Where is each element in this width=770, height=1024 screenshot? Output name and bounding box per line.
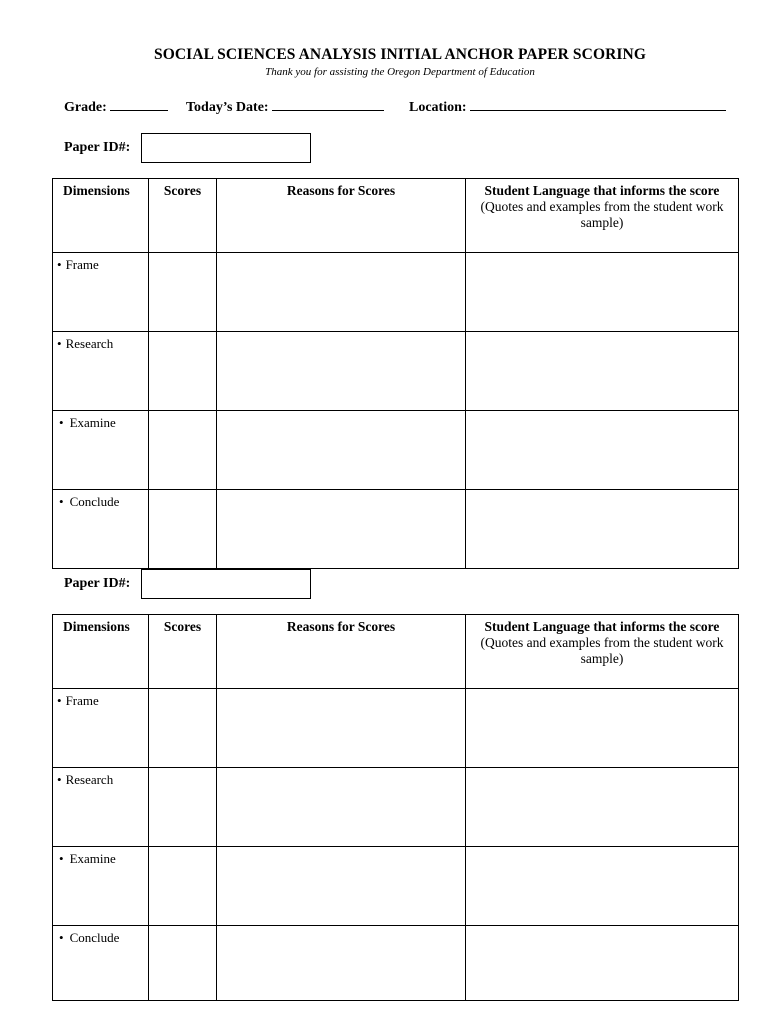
- reasons-cell[interactable]: [217, 332, 466, 411]
- dimension-cell: [53, 768, 149, 847]
- grade-input[interactable]: [110, 96, 168, 111]
- score-cell[interactable]: [149, 689, 217, 768]
- page-subtitle: Thank you for assisting the Oregon Department of Education: [265, 66, 535, 78]
- score-cell[interactable]: [149, 253, 217, 332]
- date-label: Today’s Date:: [186, 100, 269, 115]
- dimension-label: Conclude: [69, 494, 120, 509]
- reasons-cell[interactable]: [217, 847, 466, 926]
- column-header-reasons: Reasons for Scores: [217, 179, 466, 253]
- column-header-dimensions: Dimensions: [53, 179, 149, 253]
- paper-id-label: Paper ID#:: [64, 576, 131, 591]
- column-header-scores: Scores: [149, 615, 217, 689]
- column-header-student-language: [466, 179, 739, 253]
- column-header-language-note: (Quotes and examples from the student work sample): [480, 635, 724, 666]
- student-language-cell[interactable]: [466, 411, 739, 490]
- student-language-cell[interactable]: [466, 926, 739, 1001]
- table-row: [53, 847, 739, 926]
- dimension-cell: [53, 490, 149, 569]
- column-header-language-title: Student Language that informs the score: [484, 619, 720, 634]
- dimension-cell: [53, 332, 149, 411]
- bullet-icon: •: [59, 415, 64, 430]
- table-row: [53, 332, 739, 411]
- reasons-cell[interactable]: [217, 926, 466, 1001]
- dimension-label: Examine: [69, 415, 116, 430]
- student-language-cell[interactable]: [466, 490, 739, 569]
- column-header-scores: Scores: [149, 179, 217, 253]
- paper-id-input[interactable]: [141, 133, 311, 163]
- dimension-cell: [53, 411, 149, 490]
- table-row: [53, 490, 739, 569]
- bullet-icon: •: [57, 772, 62, 787]
- paper-id-label: Paper ID#:: [64, 140, 131, 155]
- bullet-icon: •: [59, 851, 64, 866]
- reasons-cell[interactable]: [217, 253, 466, 332]
- bullet-icon: •: [59, 930, 64, 945]
- student-language-cell[interactable]: [466, 332, 739, 411]
- score-cell[interactable]: [149, 926, 217, 1001]
- reasons-cell[interactable]: [217, 689, 466, 768]
- score-cell[interactable]: [149, 332, 217, 411]
- reasons-cell[interactable]: [217, 768, 466, 847]
- dimension-cell: [53, 847, 149, 926]
- table-row: [53, 689, 739, 768]
- column-header-student-language: [466, 615, 739, 689]
- date-field: [186, 96, 384, 116]
- table-header-row: [53, 615, 739, 689]
- reasons-cell[interactable]: [217, 411, 466, 490]
- bullet-icon: •: [59, 494, 64, 509]
- table-header-row: [53, 179, 739, 253]
- dimension-label: Examine: [69, 851, 116, 866]
- table-row: [53, 926, 739, 1001]
- dimension-cell: [53, 253, 149, 332]
- column-header-reasons: Reasons for Scores: [217, 615, 466, 689]
- student-language-cell[interactable]: [466, 768, 739, 847]
- location-field: [409, 96, 726, 116]
- grade-field: [64, 96, 168, 116]
- bullet-icon: •: [57, 693, 62, 708]
- score-cell[interactable]: [149, 490, 217, 569]
- bullet-icon: •: [57, 257, 62, 272]
- dimension-label: Frame: [65, 693, 99, 708]
- dimension-cell: [53, 689, 149, 768]
- table-row: [53, 411, 739, 490]
- student-language-cell[interactable]: [466, 689, 739, 768]
- dimension-cell: [53, 926, 149, 1001]
- date-input[interactable]: [272, 96, 384, 111]
- column-header-language-note: (Quotes and examples from the student work sample): [480, 199, 724, 230]
- column-header-dimensions: Dimensions: [53, 615, 149, 689]
- location-label: Location:: [409, 100, 467, 115]
- student-language-cell[interactable]: [466, 253, 739, 332]
- column-header-language-title: Student Language that informs the score: [484, 183, 720, 198]
- bullet-icon: •: [57, 336, 62, 351]
- location-input[interactable]: [470, 96, 726, 111]
- dimension-label: Frame: [65, 257, 99, 272]
- page-title: SOCIAL SCIENCES ANALYSIS INITIAL ANCHOR PAPER SCORING: [154, 46, 646, 63]
- reasons-cell[interactable]: [217, 490, 466, 569]
- scoring-table: [52, 614, 739, 1001]
- score-cell[interactable]: [149, 411, 217, 490]
- dimension-label: Conclude: [69, 930, 120, 945]
- score-cell[interactable]: [149, 768, 217, 847]
- scoring-table: [52, 178, 739, 569]
- score-cell[interactable]: [149, 847, 217, 926]
- grade-label: Grade:: [64, 100, 107, 115]
- student-language-cell[interactable]: [466, 847, 739, 926]
- table-row: [53, 253, 739, 332]
- table-row: [53, 768, 739, 847]
- paper-id-input[interactable]: [141, 569, 311, 599]
- dimension-label: Research: [65, 336, 114, 351]
- dimension-label: Research: [65, 772, 114, 787]
